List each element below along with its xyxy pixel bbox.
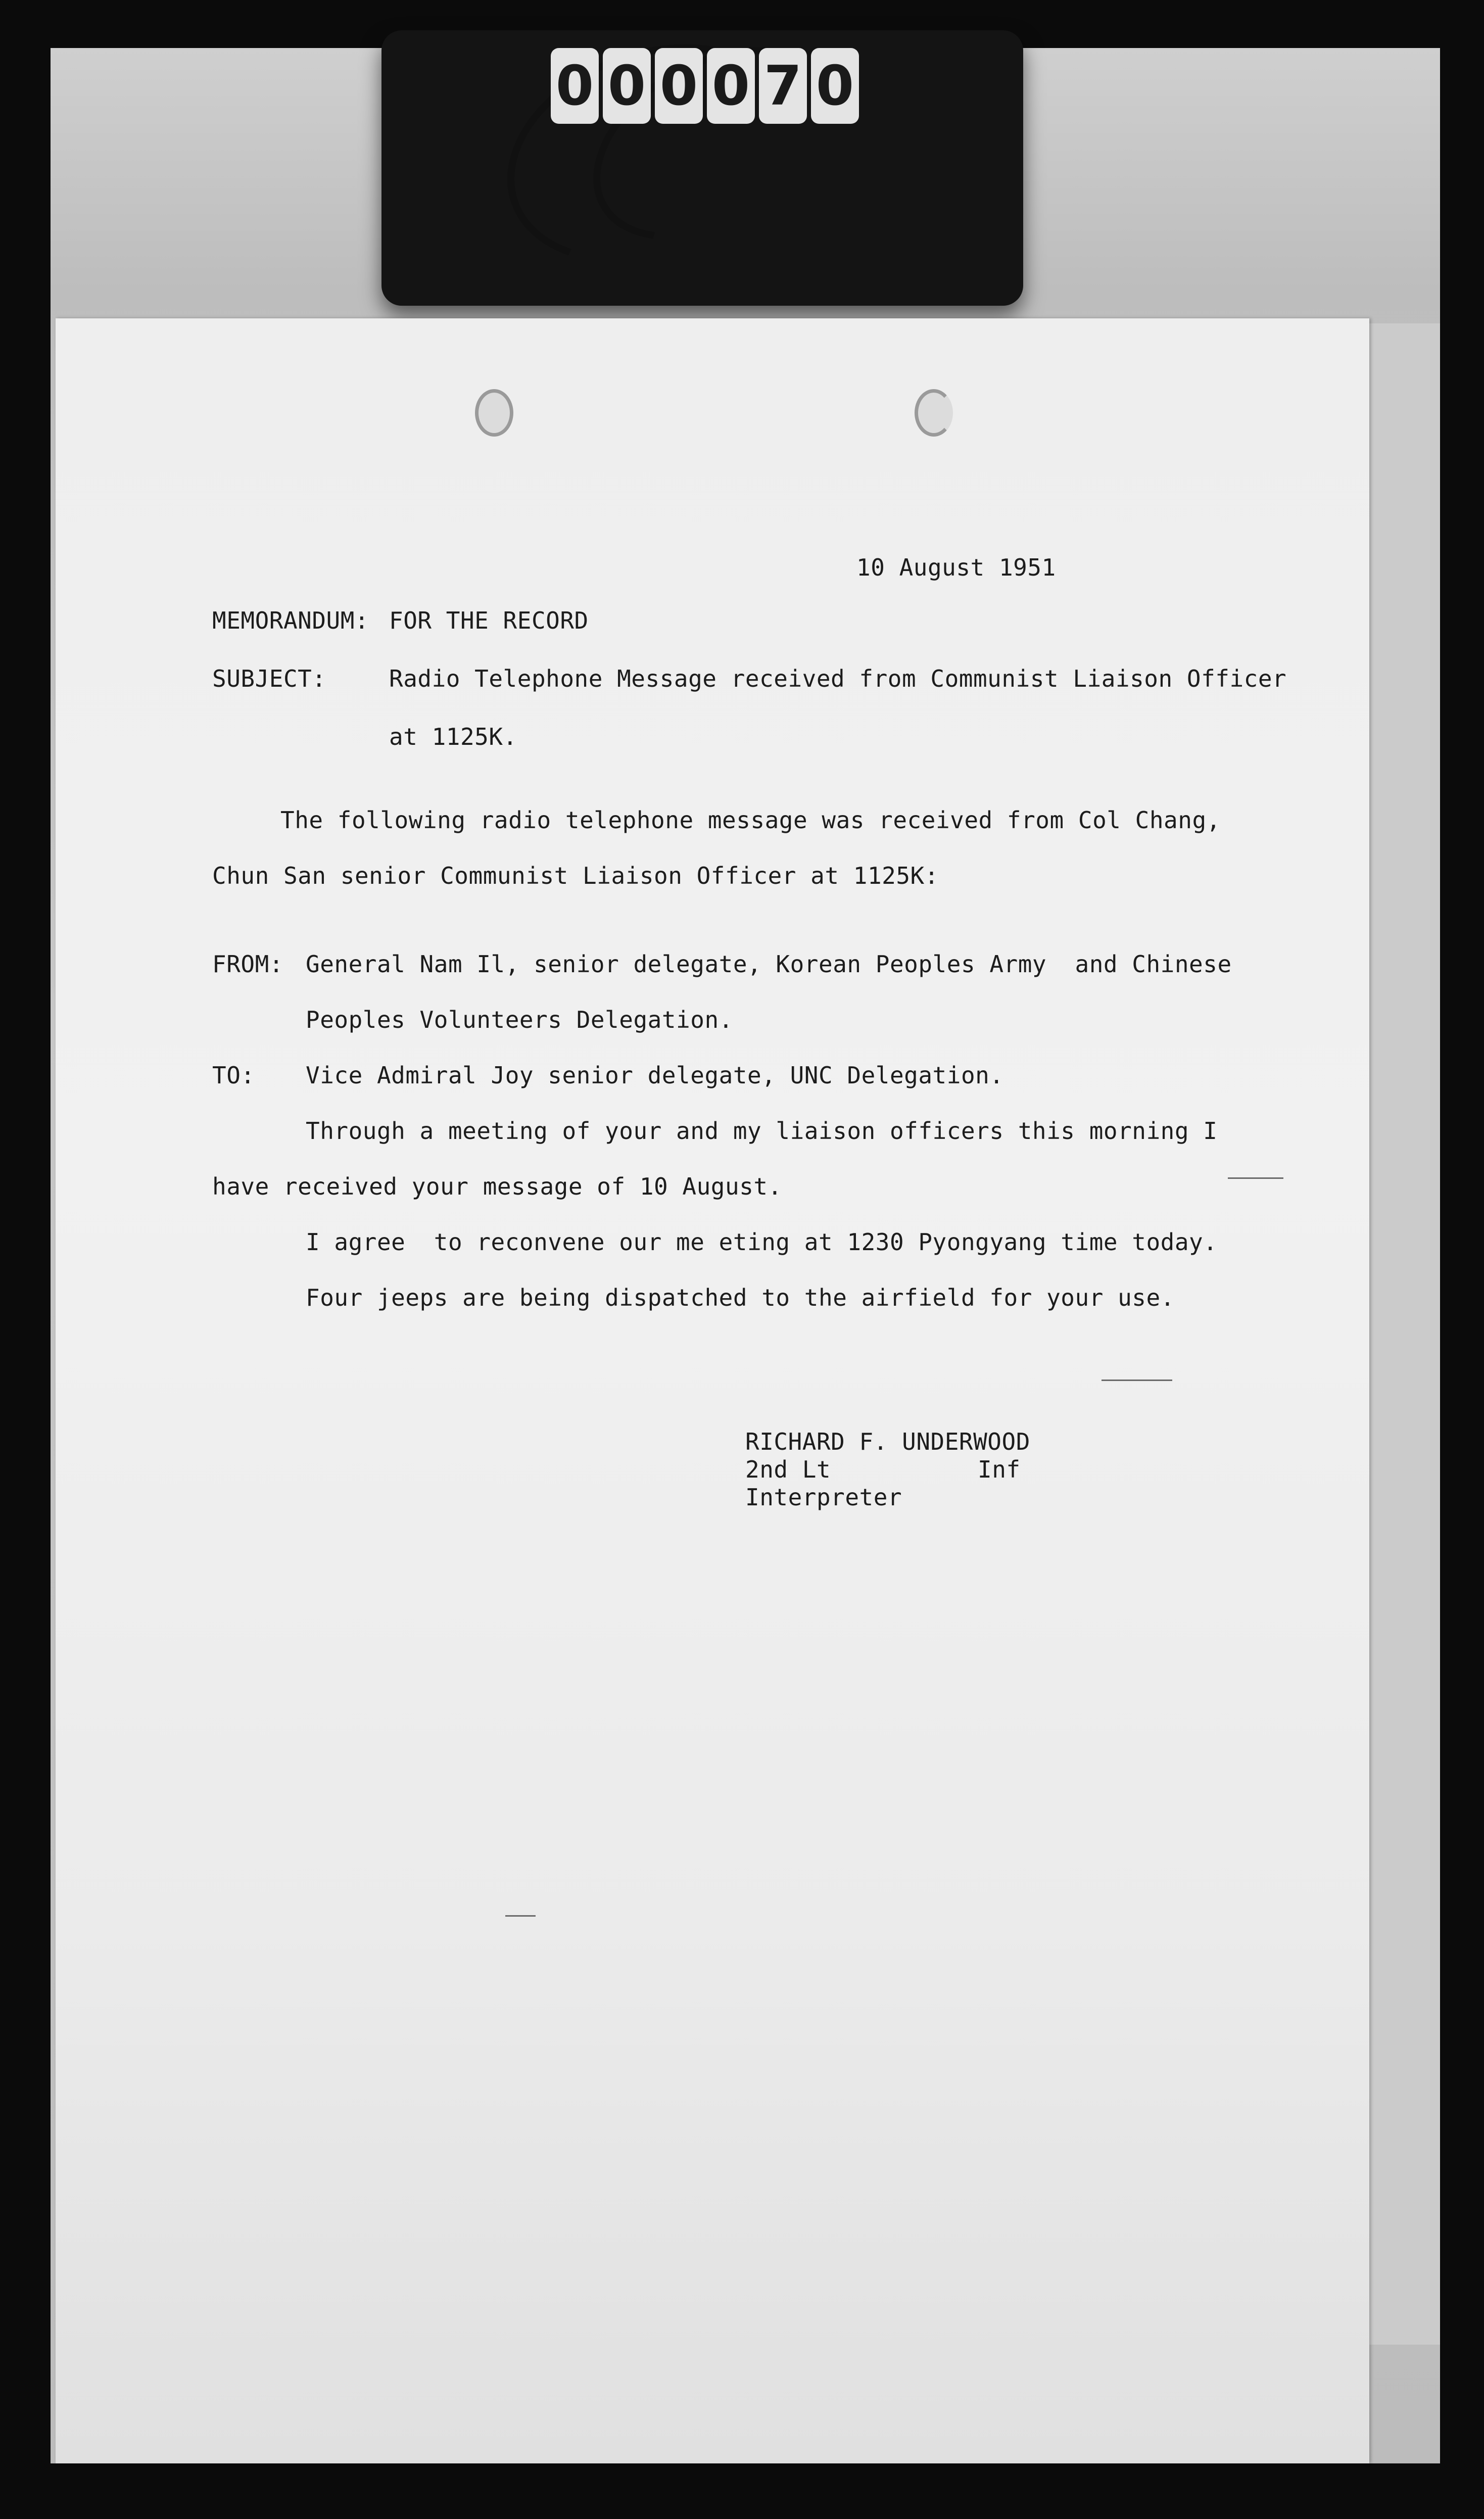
- signature-rank: 2nd Lt: [745, 1456, 831, 1483]
- punch-hole: [475, 389, 513, 437]
- memo-date: 10 August 1951: [856, 554, 1056, 581]
- counter-digit: 7: [759, 48, 807, 124]
- memo-header-value: FOR THE RECORD: [389, 607, 589, 634]
- body-line: I agree to reconvene our me eting at 1230 Pyongyang time today.: [306, 1228, 1218, 1256]
- from-line: General Nam Il, senior delegate, Korean Peoples Army and Chinese: [306, 950, 1232, 978]
- frame-counter-device: [381, 30, 1023, 306]
- stray-mark: [505, 1915, 536, 1917]
- body-line: Through a meeting of your and my liaison officers this morning I: [306, 1117, 1218, 1145]
- counter-digit: 0: [707, 48, 755, 124]
- body-line: Four jeeps are being dispatched to the airfield for your use.: [306, 1284, 1175, 1311]
- counter-digit: 0: [551, 48, 599, 124]
- signature-branch: Inf: [978, 1456, 1021, 1483]
- underlying-sheet: [1364, 323, 1440, 2345]
- to-label: TO:: [212, 1062, 255, 1089]
- memo-page: [56, 318, 1369, 2463]
- subject-line: Radio Telephone Message received from Communist Liaison Officer: [389, 665, 1287, 692]
- counter-digit: 0: [655, 48, 703, 124]
- stray-mark: [1228, 1177, 1283, 1179]
- counter-digit: 0: [603, 48, 651, 124]
- stray-mark: [1102, 1380, 1172, 1381]
- frame-counter: [503, 40, 907, 131]
- body-line: have received your message of 10 August.: [212, 1173, 782, 1200]
- subject-line: at 1125K.: [389, 723, 517, 750]
- from-label: FROM:: [212, 950, 283, 978]
- intro-line: The following radio telephone message was received from Col Chang,: [280, 806, 1221, 834]
- to-value: Vice Admiral Joy senior delegate, UNC Delegation.: [306, 1062, 1004, 1089]
- from-line: Peoples Volunteers Delegation.: [306, 1006, 733, 1033]
- signature-name: RICHARD F. UNDERWOOD: [745, 1428, 1030, 1455]
- counter-digit: 0: [811, 48, 859, 124]
- subject-label: SUBJECT:: [212, 665, 326, 692]
- memo-header-label: MEMORANDUM:: [212, 607, 369, 634]
- intro-line: Chun San senior Communist Liaison Officer at 1125K:: [212, 862, 939, 889]
- punch-hole: [915, 389, 953, 437]
- signature-title: Interpreter: [745, 1484, 902, 1511]
